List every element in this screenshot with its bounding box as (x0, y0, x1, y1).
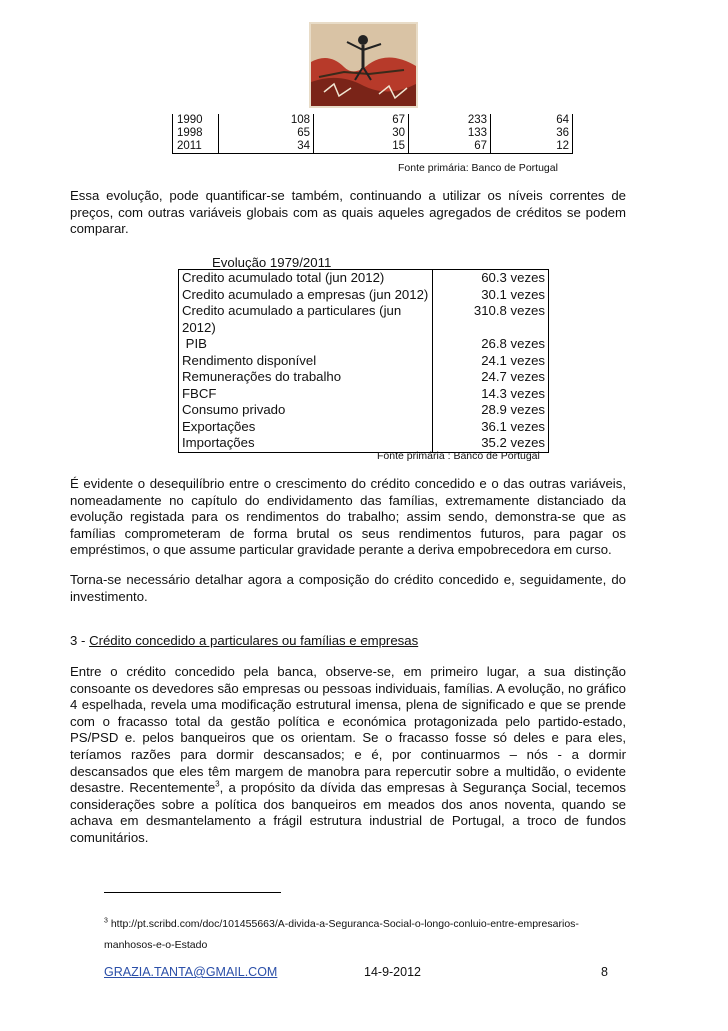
table-cell: 36 (491, 127, 573, 140)
paragraph-text: Entre o crédito concedido pela banca, observe-se, em primeiro lugar, a sua distinção consoante os devedores são empresas ou pessoas individuais, famílias. A evolução, no gráfico 4 espelhada, revela uma modificação estrutural imensa, plena de significado e que se prende com o fracasso total da gestão política e económica protagonizada pelo partido-estado, PS/PSD e. pelos banqueiros que os orientam. Se o fracasso fosse só deles e para eles, teríamos razões para dormir descansados; e é, por continuarmos – nós - a dormir descansados que eles têm margem de manobra para repercutir sobre a multidão, o evidente desastre. Recentemente (70, 664, 626, 796)
section-number: 3 - (70, 633, 90, 648)
row-label: Remunerações do trabalho (179, 369, 433, 386)
row-label: Rendimento disponível (179, 353, 433, 370)
table-row (173, 114, 573, 127)
paragraph-credit (70, 664, 626, 847)
row-value: 24.7 vezes (433, 369, 549, 386)
table-title: Evolução 1979/2011 (212, 255, 332, 270)
footer-email-link[interactable]: GRAZIA.TANTA@GMAIL.COM (104, 965, 278, 979)
table-cell: 108 (219, 114, 314, 127)
table-source-note: Fonte primária: Banco de Portugal (398, 162, 558, 174)
table-evolution (178, 269, 549, 453)
table-row (179, 270, 549, 287)
footer-date: 14-9-2012 (364, 965, 421, 979)
table-row (179, 402, 549, 419)
paragraph-intro: Essa evolução, pode quantificar-se também, continuando a utilizar os níveis correntes de preços, com outras variáveis globais com as quais aqueles agregados de créditos se podem comparar. (70, 188, 626, 237)
table-cell: 133 (409, 127, 491, 140)
table-cell-year: 1998 (173, 127, 219, 140)
table-row (179, 386, 549, 403)
table-cell: 34 (219, 140, 314, 154)
table-row (179, 303, 549, 336)
footnote-reference[interactable]: 3 (215, 779, 220, 789)
row-label: PIB (179, 336, 433, 353)
table-cell: 30 (314, 127, 409, 140)
footnote-number: 3 (104, 917, 108, 925)
row-value: 35.2 vezes (433, 435, 549, 452)
row-label: Exportações (179, 419, 433, 436)
footnote-link[interactable]: http://pt.scribd.com/doc/101455663/A-divida-a-Seguranca-Social-o-longo-conluio-entre-empresarios-manhosos-e-o-Estado (104, 918, 579, 951)
row-value: 28.9 vezes (433, 402, 549, 419)
table-row (179, 336, 549, 353)
row-label: FBCF (179, 386, 433, 403)
row-value: 36.1 vezes (433, 419, 549, 436)
table-row (173, 140, 573, 154)
table-source-note: Fonte primária : Banco de Portugal (377, 450, 540, 462)
paragraph-transition: Torna-se necessário detalhar agora a composição do crédito concedido e, seguidamente, do investimento. (70, 572, 626, 604)
table-row (173, 127, 573, 140)
section-title: Crédito concedido a particulares ou famílias e empresas (89, 633, 419, 648)
header-illustration (309, 22, 418, 108)
row-value: 24.1 vezes (433, 353, 549, 370)
section-heading (70, 633, 418, 648)
row-label: Consumo privado (179, 402, 433, 419)
row-value: 60.3 vezes (433, 270, 549, 287)
table-row (179, 287, 549, 304)
table-row (179, 369, 549, 386)
table-cell: 67 (314, 114, 409, 127)
row-label: Credito acumulado total (jun 2012) (179, 270, 433, 287)
table-cell: 67 (409, 140, 491, 154)
table-cell: 15 (314, 140, 409, 154)
row-value: 14.3 vezes (433, 386, 549, 403)
row-label: Credito acumulado a particulares (jun 2012) (179, 303, 433, 336)
row-label: Credito acumulado a empresas (jun 2012) (179, 287, 433, 304)
row-label: Importações (179, 435, 433, 452)
table-cell-year: 1990 (173, 114, 219, 127)
paragraph-text: , a propósito da dívida das empresas à Segurança Social, tecemos considerações sobre a política dos banqueiros em meados dos anos noventa, quando se achava em desmantelamento a frágil estrutura industrial de Portugal, a troco de fundos comunitários. (70, 780, 626, 845)
footnote-separator (104, 892, 281, 893)
table-cell: 12 (491, 140, 573, 154)
row-value: 30.1 vezes (433, 287, 549, 304)
table-historical-values (172, 114, 573, 154)
table-row (179, 419, 549, 436)
table-cell: 64 (491, 114, 573, 127)
row-value: 26.8 vezes (433, 336, 549, 353)
table-row (179, 353, 549, 370)
table-cell-year: 2011 (173, 140, 219, 154)
table-cell: 233 (409, 114, 491, 127)
row-value: 310.8 vezes (433, 303, 549, 336)
paragraph-imbalance: É evidente o desequilíbrio entre o crescimento do crédito concedido e o das outras variáveis, nomeadamente no capítulo do endividamento das famílias, extremamente distanciado da evolução registada para os rendimentos do trabalho; assim sendo, demonstra-se que as famílias comprometeram de forma brutal os seus rendimentos futuros, para pagar os empréstimos, o que assume particular gravidade perante a deriva empobrecedora em curso. (70, 476, 626, 558)
footnote (104, 914, 624, 956)
page-number: 8 (601, 965, 608, 979)
table-cell: 65 (219, 127, 314, 140)
